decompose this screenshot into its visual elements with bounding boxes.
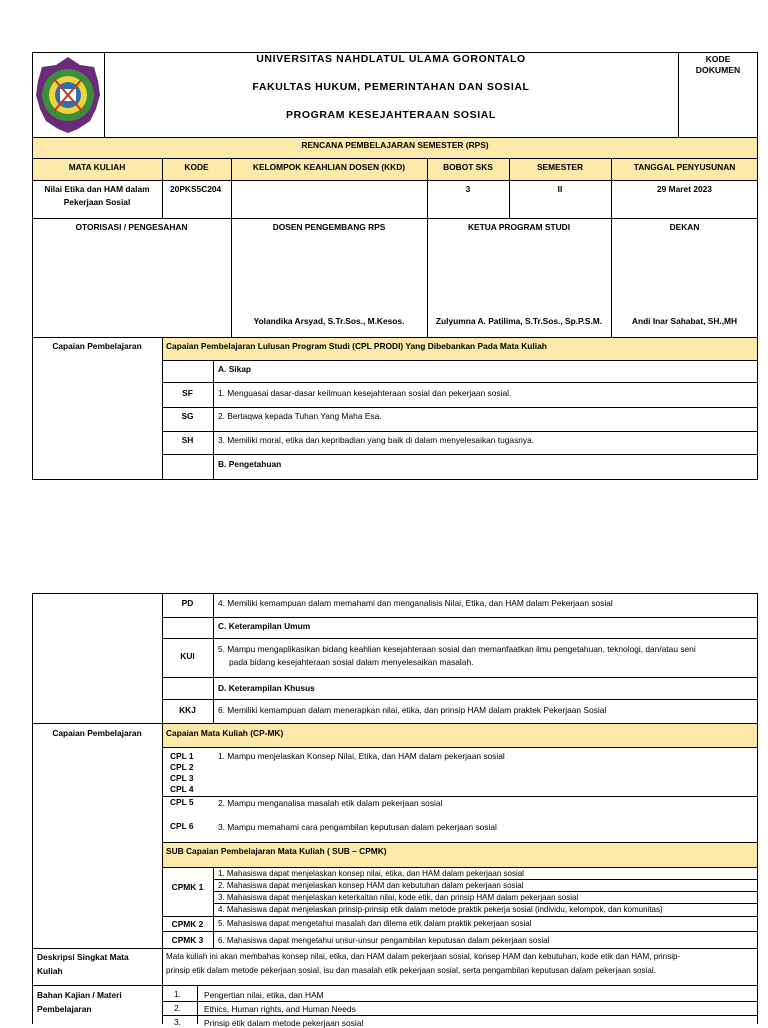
col-bobot-sks: BOBOT SKS — [443, 162, 493, 172]
cpmk1-item-1: 1. Mahasiswa dapat menjelaskan konsep nilai, etika, dan HAM dalam pekerjaan sosial — [218, 869, 524, 878]
cpl1-code: CPL 1 — [170, 751, 194, 761]
materials-label-2: Pembelajaran — [37, 1004, 92, 1014]
col-kode: KODE — [184, 162, 209, 172]
cpl-sh-code: SH — [181, 435, 194, 445]
cpl5-code: CPL 5 — [170, 797, 194, 807]
material-num-1: 1. — [174, 989, 181, 999]
cpl-sh-text: 3. Memiliki moral, etika dan kepribadian yang baik di dalam menyelesaikan tugasnya. — [218, 435, 535, 445]
university-logo — [34, 55, 102, 135]
pd-text: 4. Memiliki kemampuan dalam memahami dan menganalisis Nilai, Etika, dan HAM dalam Pekerjaan sosial — [218, 598, 613, 608]
doc-code-label: KODE — [705, 54, 731, 64]
cpmk2-text: 5. Mahasiswa dapat mengetahui masalah dan dilema etik dalam praktik pekerjaan sosial — [218, 919, 532, 928]
rps-title: RENCANA PEMBELAJARAN SEMESTER (RPS) — [301, 140, 489, 150]
cpl2-code: CPL 2 — [170, 762, 194, 772]
sub-cpmk-heading: SUB Capaian Pembelajaran Mata Kuliah ( SUB – CPMK) — [166, 846, 387, 856]
cpl4-code: CPL 4 — [170, 784, 194, 794]
course-name: Nilai Etika dan HAM dalam — [44, 184, 150, 194]
cpl-left-label: Capaian Pembelajaran — [52, 341, 142, 351]
keterampilan-umum: C. Keterampilan Umum — [218, 621, 311, 631]
cpmk3-code: CPMK 3 — [171, 935, 204, 945]
materials-label: Bahan Kajian / Materi — [37, 990, 122, 1000]
description-label: Deskripsi Singkat Mata — [37, 952, 129, 962]
kui-code: KUI — [180, 651, 195, 661]
cpmk1-code: CPMK 1 — [171, 882, 204, 892]
cpl-sf-code: SF — [182, 388, 193, 398]
course-sks: 3 — [465, 184, 471, 194]
course-name-2: Pekerjaan Sosial — [63, 197, 131, 207]
col-kkd: KELOMPOK KEAHLIAN DOSEN (KKD) — [252, 162, 406, 172]
dean-label: DEKAN — [669, 222, 700, 232]
material-2: Ethics, Human rights, and Human Needs — [204, 1004, 356, 1014]
kkj-code: KKJ — [179, 705, 196, 715]
cpl-sf-text: 1. Menguasai dasar-dasar keilmuan kesejahteraan sosial dan pekerjaan sosial. — [218, 388, 512, 398]
col-semester: SEMESTER — [536, 162, 584, 172]
dean-name: Andi Inar Sahabat, SH.,MH — [631, 316, 738, 326]
cpl3-code: CPL 3 — [170, 773, 194, 783]
cpl-sg-code: SG — [181, 411, 194, 421]
course-code: 20PKS5C204 — [170, 184, 222, 194]
cpl6-code: CPL 6 — [170, 821, 194, 831]
cpl5-text: 2. Mampu menganalisa masalah etik dalam pekerjaan sosial — [218, 798, 443, 808]
kkj-text: 6. Memiliki kemampuan dalam menerapkan nilai, etika, dan prinsip HAM dalam praktek Pekerjaan Sosial — [218, 705, 607, 715]
description-text: Mata kuliah ini akan membahas konsep nilai, etika, dan HAM dalam pekerjaan sosial, konsep HAM dan kebutuhan, kode etik dan HAM, prinsip- — [166, 952, 681, 961]
cpmk1-item-2: 2. Mahasiswa dapat menjelaskan konsep HAM dan kebutuhan dalam pekerjaan sosial — [218, 881, 524, 890]
material-num-2: 2. — [174, 1003, 181, 1013]
pd-code: PD — [181, 598, 194, 608]
cpl-sg-text: 2. Bertaqwa kepada Tuhan Yang Maha Esa. — [218, 411, 382, 421]
cpl-sikap: A. Sikap — [218, 364, 252, 374]
rps-developer-name: Yolandika Arsyad, S.Tr.Sos., M.Kesos. — [253, 316, 405, 326]
cpmk-heading: Capaian Mata Kuliah (CP-MK) — [166, 728, 284, 738]
doc-code-label-2: DOKUMEN — [695, 65, 741, 75]
kui-text-2: pada bidang kesejahteraan sosial dalam menyelesaikan masalah. — [229, 657, 474, 667]
cpl-pengetahuan: B. Pengetahuan — [218, 459, 282, 469]
material-3: Prinsip etik dalam metode pekerjaan sosial — [204, 1018, 364, 1028]
material-1: Pengertian nilai, etika, dan HAM — [204, 990, 324, 1000]
cpmk1-item-3: 3. Mahasiswa dapat menjelaskan keterkaitan nilai, kode etik, dan prinsip HAM dalam pekerjaan sosial — [218, 893, 579, 902]
head-of-program-label: KETUA PROGRAM STUDI — [467, 222, 571, 232]
keterampilan-khusus: D. Keterampilan Khusus — [218, 683, 315, 693]
faculty-name: FAKULTAS HUKUM, PEMERINTAHAN DAN SOSIAL — [252, 81, 530, 93]
cpmk-left-label: Capaian Pembelajaran — [52, 728, 142, 738]
col-mata-kuliah: MATA KULIAH — [68, 162, 126, 172]
col-tanggal: TANGGAL PENYUSUNAN — [633, 162, 736, 172]
kui-text: 5. Mampu mengaplikasikan bidang keahlian kesejahteraan sosial dan memanfaatkan ilmu pengetahuan, teknologi, dan/atau seni — [218, 644, 696, 654]
cpmk3-text: 6. Mahasiswa dapat mengetahui unsur-unsur pengambilan keputusan dalam pekerjaan sosial — [218, 936, 550, 945]
cpl-heading: Capaian Pembelajaran Lulusan Program Studi (CPL PRODI) Yang Dibebankan Pada Mata Kuliah — [166, 341, 547, 351]
description-text-2: prinsip etik dalam metode pekerjaan sosial, isu dan masalah etik pekerjaan sosial, serta pengambilan keputusan dalam pekerjaan sosial. — [166, 966, 656, 975]
course-date: 29 Maret 2023 — [657, 184, 712, 194]
cpl6-text: 3. Mampu memahami cara pengambilan keputusan dalam pekerjaan sosial — [218, 822, 497, 832]
university-name: UNIVERSITAS NAHDLATUL ULAMA GORONTALO — [256, 53, 526, 65]
authorization-label: OTORISASI / PENGESAHAN — [75, 222, 188, 232]
head-of-program-name: Zulyumna A. Patilima, S.Tr.Sos., Sp.P.S.M. — [435, 316, 603, 326]
rps-developer-label: DOSEN PENGEMBANG RPS — [272, 222, 386, 232]
cpmk2-code: CPMK 2 — [171, 919, 204, 929]
cpl1-text: 1. Mampu menjelaskan Konsep Nilai, Etika, dan HAM dalam pekerjaan sosial — [218, 751, 505, 761]
course-semester: II — [557, 184, 563, 194]
cpmk1-item-4: 4. Mahasiswa dapat menjelaskan prinsip-prinsip etik dalam metode praktik pekerja sosial (individu, kelompok, dan komunitas) — [218, 905, 663, 914]
description-label-2: Kuliah — [37, 966, 63, 976]
material-num-3: 3. — [174, 1017, 181, 1027]
program-name: PROGRAM KESEJAHTERAAN SOSIAL — [286, 109, 496, 121]
